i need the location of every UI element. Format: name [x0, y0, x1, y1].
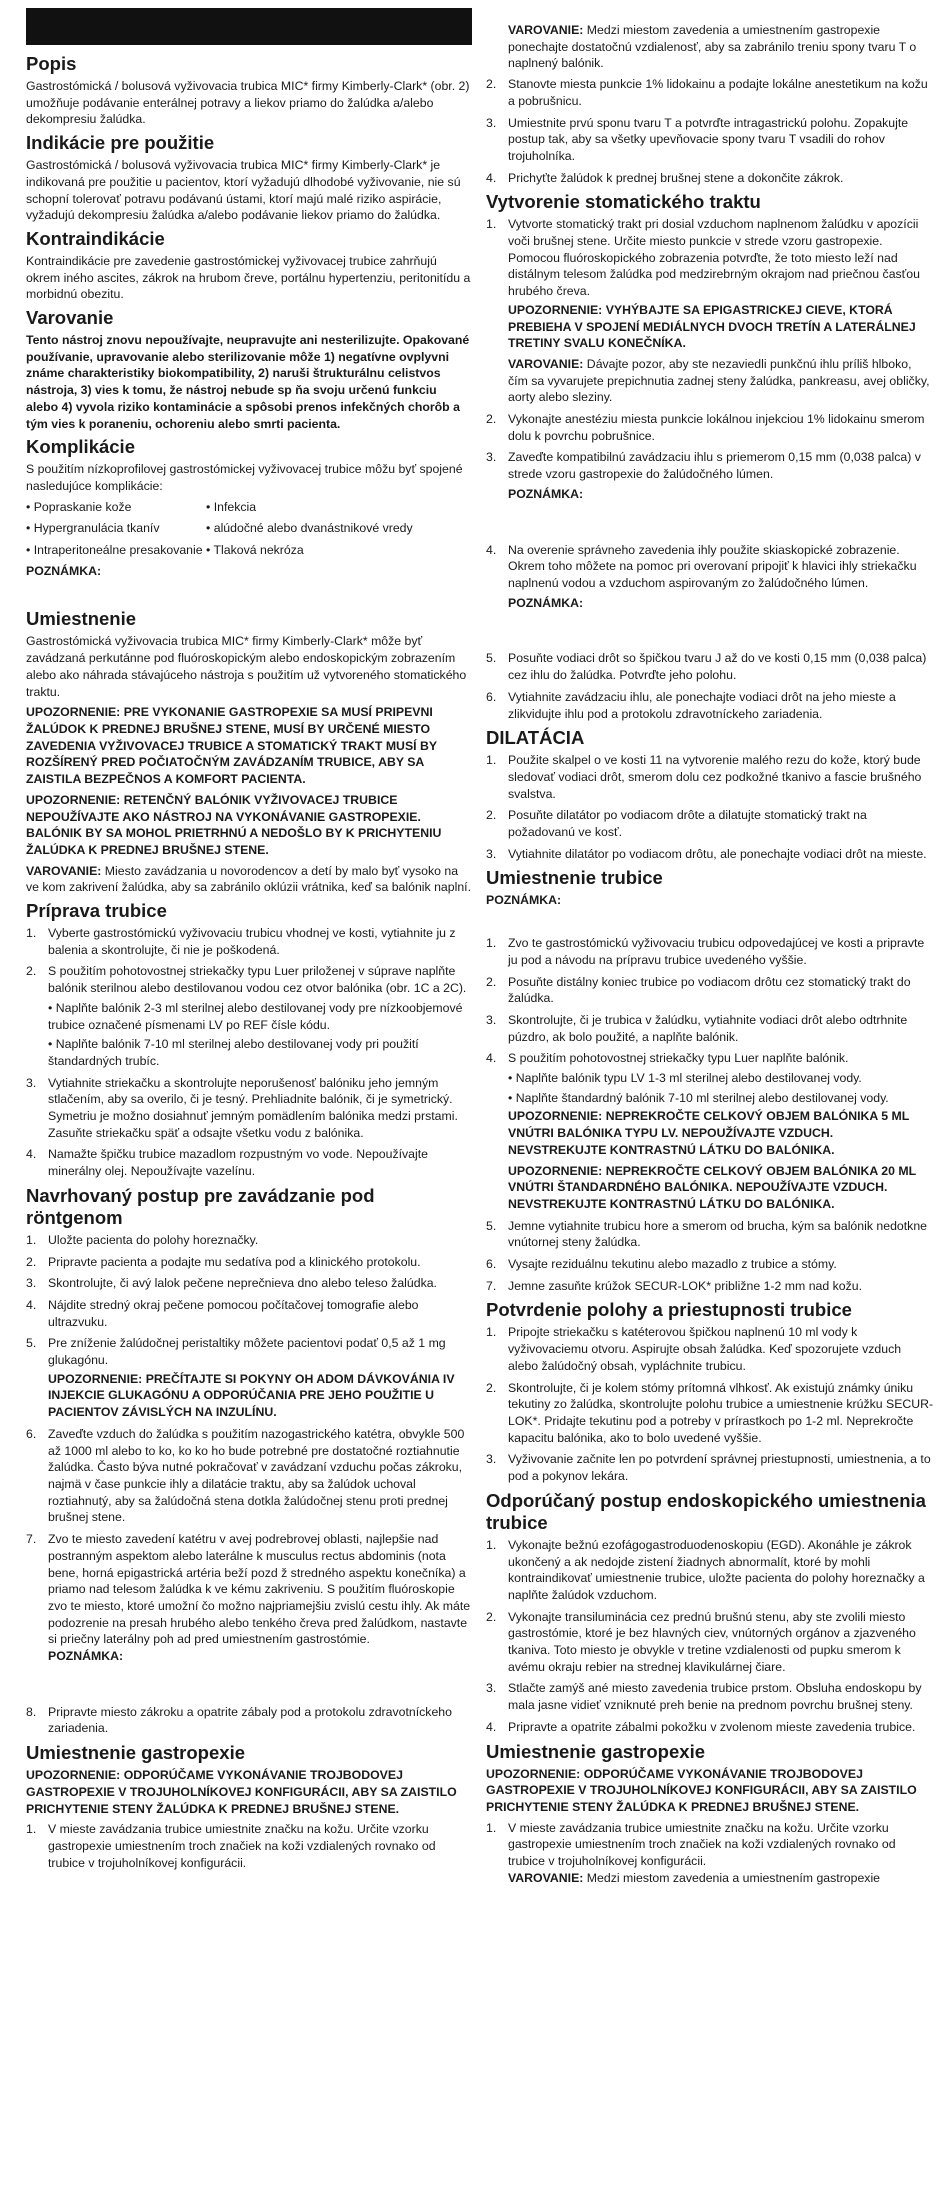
- step-text: Namažte špičku trubice mazadlom rozpustným vo vode. Nepoužívajte minerálny olej. Nepoužívajte vazelínu.: [48, 1147, 429, 1179]
- heading-kontraindikacie: Kontraindikácie: [26, 227, 165, 249]
- stoma-steps: [486, 216, 934, 722]
- step-text: Umiestnite prvú sponu tvaru T a potvrďte intragastrickú polohu. Zopakujte postup tak, aby sa všetky upevňovacie spony tvaru T vsadili do rohov trojuholníka.: [508, 115, 909, 163]
- step-item: [486, 974, 934, 1007]
- step-item: [486, 1012, 934, 1045]
- section-komplikacie: [26, 436, 472, 605]
- step-item: [486, 1820, 934, 1887]
- heading-gastropexie-2: Umiestnenie gastropexie: [486, 1740, 705, 1762]
- step-number: 1.: [486, 1820, 497, 1835]
- section-indikacie: [26, 132, 472, 224]
- note-label: POZNÁMKA:: [508, 595, 584, 610]
- step-number: 6.: [486, 689, 497, 704]
- step-number: 7.: [486, 1278, 497, 1293]
- step-text: Skontrolujte, či je trubica v žalúdku, vytiahnite vodiaci drôt alebo odtrhnite púzdro, ak bolo použité, a naplňte balónik.: [508, 1012, 908, 1044]
- step-text: Zvo te miesto zavedení katétru v avej podrebrovej oblasti, najlepšie nad postranným aspektom alebo laterálne k musculus rectus abdominis (nota bene, horná epigastrická artéria beží pozd ž stredného aspektu konečníka) a priamo nad telesom žalúdka k ve kému zakriveniu. S použitím fluóroskopie zvo te miesto, ktoré umožní čo možno najpriamejšiu zvislú cestu ihly. Ak máte podozrenie na presah hrubého alebo tenkého čreva pred žalúdkom, nastavte si priečny laterálny poh ad pred umiestnením gastrostómie.: [48, 1532, 471, 1647]
- warning-paragraph: [486, 22, 934, 72]
- caution-text: UPOZORNENIE: PREČÍTAJTE SI POKYNY OH ADOM DÁVKOVÁNIA IV INJEKCIE GLUKAGÓNU A ODPORÚČANIA PRE JEHO POUŽITIE U PACIENTOV ZÁVISLÝCH NA INZULÍNU.: [48, 1371, 455, 1420]
- warning-label: VAROVANIE:: [26, 863, 102, 878]
- step-item: [486, 1278, 934, 1295]
- section-endoskop: [486, 1490, 934, 1736]
- list-item: • Infekcia: [206, 499, 466, 516]
- caution-text: UPOZORNENIE: NEPREKROČTE CELKOVÝ OBJEM BALÓNIKA 5 ML VNÚTRI BALÓNIKA TYPU LV. NEPOUŽÍVAJTE VZDUCH. NEVSTREKUJTE KONTRASTNÚ LÁTKU DO BALÓNIKA.: [508, 1109, 910, 1157]
- warning-paragraph: [26, 863, 472, 896]
- step-item: [26, 1275, 472, 1292]
- step-text: Použite skalpel o ve kosti 11 na vytvorenie malého rezu do kože, ktorý bude sledovať vodiaci drôt, smerom dolu cez podkožné tkanivo a fascie brušného svalstva.: [508, 753, 922, 801]
- step-number: 2.: [486, 1380, 497, 1395]
- step-text: Vytiahnite zavádzaciu ihlu, ale ponechajte vodiaci drôt na jeho mieste a zlikvidujte ihlu pod a protokolu zdravotníckeho zariadenia.: [508, 689, 896, 721]
- step-text: Zaveďte vzduch do žalúdka s použitím nazogastrického katétra, obvykle 500 až 1000 ml alebo to ko, ko ko ho bude potrebné pre dostatočné roztiahnutie žalúdka. Často býva nutné pokračovať v zavádzaní vzduchu počas zákroku, najmä v čase punkcie ihly a dilatácie traktu, aby sa žalúdok uchoval roztiahnutý, aby sa žalúdočná stena dotkla žalúdočnej stenu proti prednej brušnej stene.: [48, 1426, 465, 1525]
- paragraph-umiestnenie: Gastrostómická vyživovacia trubica MIC* firmy Kimberly-Clark* môže byť zavádzaná perkutánne pod fluóroskopickým alebo endoskopickým zobrazením alebo ako náhrada stávajúceho nástroja s použitím už vytvoreného stomatického traktu.: [26, 634, 467, 699]
- step-item: [486, 1380, 934, 1447]
- step-number: 4.: [486, 1051, 497, 1066]
- step-number: 1.: [26, 1232, 37, 1247]
- list-item: • alúdočné alebo dvanástnikové vredy: [206, 520, 466, 537]
- step-item: [486, 76, 934, 109]
- step-number: 3.: [26, 1276, 37, 1291]
- step-number: 1.: [486, 217, 497, 232]
- list-item: • Popraskanie kože: [26, 499, 206, 516]
- section-gastropexie: [26, 1742, 472, 1871]
- step-text: Stanovte miesta punkcie 1% lidokainu a podajte lokálne anestetikum na kožu a pobrušnicu.: [508, 77, 928, 108]
- potvrdenie-steps: [486, 1324, 934, 1484]
- heading-gastropexie: Umiestnenie gastropexie: [26, 1742, 245, 1764]
- step-item: [26, 1297, 472, 1330]
- step-item: [26, 1075, 472, 1142]
- warning-text: Dávajte pozor, aby ste nezaviedli punkčnú ihlu príliš hlboko, čím sa vyvarujete prepichnutia zadnej steny žalúdka, pankreasu, avej obličky, aorty alebo sleziny.: [508, 356, 930, 405]
- step-text: Jemne zasuňte krúžok SECUR-LOK* približne 1-2 mm nad kožu.: [508, 1278, 863, 1293]
- section-stoma: [486, 191, 934, 722]
- section-kontraindikacie: [26, 228, 472, 303]
- step-text: V mieste zavádzania trubice umiestnite značku na kožu. Určite vzorku gastropexie umiestnením troch značiek na koži vzdialených rovnako od trubice v trojuholníkovej konfigurácii.: [48, 1822, 436, 1870]
- step-text: S použitím pohotovostnej striekačky typu Luer naplňte balónik.: [508, 1051, 849, 1066]
- gastropexie-steps-cont: [486, 76, 934, 186]
- step-text: Pripojte striekačku s katéterovou špičkou naplnenú 10 ml vody k vyživovaciemu otvoru. Aspirujte obsah žalúdka. Keď spozorujete vzduch alebo žalúdočný obsah, vypláchnite trubicu.: [508, 1325, 902, 1373]
- step-item: [486, 115, 934, 165]
- step-number: 2.: [486, 1609, 497, 1624]
- heading-potvrdenie: Potvrdenie polohy a priestupnosti trubice: [486, 1299, 852, 1321]
- section-potvrdenie: [486, 1299, 934, 1484]
- heading-dilatacia: DILATÁCIA: [486, 727, 585, 749]
- step-subitem: • Naplňte balónik 7-10 ml sterilnej alebo destilovanej vody pri použití štandardných trubíc.: [48, 1037, 419, 1068]
- step-text: Pripravte miesto zákroku a opatrite zábaly pod a protokolu zdravotníckeho zariadenia.: [48, 1704, 452, 1736]
- section-varovanie: [26, 307, 472, 432]
- step-text: Uložte pacienta do polohy horeznačky.: [48, 1232, 259, 1247]
- step-number: 3.: [486, 846, 497, 861]
- step-item: [26, 1531, 472, 1699]
- section-dilatacia: [486, 727, 934, 862]
- step-item: [26, 1146, 472, 1179]
- heading-navrhovany: Navrhovaný postup pre zavádzanie pod röntgenom: [26, 1184, 375, 1228]
- step-item: [26, 1821, 472, 1871]
- step-number: 2.: [486, 808, 497, 823]
- step-number: 2.: [486, 974, 497, 989]
- step-text: Posuňte dilatátor po vodiacom drôte a dilatujte stomatický trakt na požadovanú ve kosť.: [508, 808, 867, 840]
- step-text: Pripravte pacienta a podajte mu sedatíva pod a klinického protokolu.: [48, 1254, 421, 1269]
- step-text: Stlačte zamýš ané miesto zavedenia trubice prstom. Obsluha endoskopu by mala jasne vidieť vzniknuté preh benie na prednom povrchu brušnej steny.: [508, 1681, 922, 1713]
- step-number: 3.: [486, 1452, 497, 1467]
- step-item: [486, 1324, 934, 1374]
- complication-list: [26, 499, 472, 559]
- step-number: 1.: [486, 1325, 497, 1340]
- paragraph-varovanie: Tento nástroj znovu nepoužívajte, neupravujte ani nesterilizujte. Opakované používanie, upravovanie alebo sterilizovanie môže 1) negatívne ovplyvni známe charakteristiky biokompatibility, 2) naruši štrukturálnu celistvos nástroja, 3) vies k tomu, že nástroj nebude sp ňa svoju určenú funkciu alebo 4) vyvola riziko kontaminácie a spôsobi prenos infekčných chorôb a tým vies k poraneniu, ochoreniu alebo smrti pacienta.: [26, 333, 470, 431]
- step-number: 1.: [26, 1822, 37, 1837]
- step-item: [26, 925, 472, 958]
- step-number: 2.: [26, 1254, 37, 1269]
- step-item: [26, 1335, 472, 1421]
- step-text: Pripravte a opatrite zábalmi pokožku v zvolenom mieste zavedenia trubice.: [508, 1719, 916, 1734]
- step-item: [486, 752, 934, 802]
- step-item: [486, 935, 934, 968]
- warning-label: VAROVANIE:: [508, 356, 584, 371]
- step-item: [486, 542, 934, 646]
- step-item: [486, 689, 934, 722]
- heading-indikacie: Indikácie pre použitie: [26, 132, 215, 154]
- step-number: 2.: [26, 964, 37, 979]
- caution-text: UPOZORNENIE: ODPORÚČAME VYKONÁVANIE TROJBODOVEJ GASTROPEXIE V TROJUHOLNÍKOVEJ KONFIGURÁCII, ABY SA ZAISTILO PRICHYTENIE STENY ŽALÚDKA K PREDNEJ BRUŠNEJ STENE.: [26, 1768, 457, 1816]
- step-number: 1.: [486, 753, 497, 768]
- step-number: 7.: [26, 1532, 37, 1547]
- step-number: 4.: [26, 1297, 37, 1312]
- right-column: [486, 22, 934, 1891]
- heading-popis: Popis: [26, 53, 77, 74]
- step-text: Vyberte gastrostómickú vyživovaciu trubicu vhodnej ve kosti, vytiahnite ju z balenia a skontrolujte, či nie je poškodená.: [48, 926, 456, 957]
- note-label: POZNÁMKA:: [48, 1649, 124, 1664]
- step-number: 1.: [486, 1537, 497, 1552]
- step-number: 8.: [26, 1704, 37, 1719]
- paragraph-kontraindikacie: Kontraindikácie pre zavedenie gastrostómickej vyživovacej trubice zahrňujú okrem iného ascites, zákrok na hrubom čreve, portálnu hypertenziu, peritonitídu a morbidnú obezitu.: [26, 253, 471, 302]
- step-text: Vykonajte bežnú ezofágogastroduodenoskopiu (EGD). Akonáhle je zákrok ukončený a ak nedojde zistení žiadnych abnormalít, ktoré by mohli kontraindikovať umiestnenie trubice, uložte pacienta do polohy horeznačky a naplňte žalúdok vzduchom.: [508, 1537, 925, 1602]
- caution-text: UPOZORNENIE: RETENČNÝ BALÓNIK VYŽIVOVACEJ TRUBICE NEPOUŽÍVAJTE AKO NÁSTROJ NA VYKONÁVANIE GASTROPEXIE. BALÓNIK BY SA MOHOL PRIETRHNÚ A NEDOŠLO BY K PRICHYTENIU ŽALÚDKA K PREDNEJ BRUŠNEJ STENE.: [26, 792, 442, 857]
- warning-text: Medzi miestom zavedenia a umiestnením gastropexie: [583, 1870, 881, 1885]
- step-text: Skontrolujte, či je kolem stómy prítomná vlhkosť. Ak existujú známky úniku tekutiny zo žalúdka, skontrolujte polohu trubice a umiestnenie krúžku SECUR-LOK*. Pridajte tekutinu pod a potreby v prírastkoch po 1-2 ml. Neprekročte kapacitu balónika, ako to bolo uvedené vyššie.: [508, 1380, 934, 1445]
- paragraph-indikacie: Gastrostómická / bolusová vyživovacia trubica MIC* firmy Kimberly-Clark* je indikovaná pre použitie u pacientov, ktorí vyžadujú dlhodobé vyživovanie, nie sú schopní tolerovať potravu podávanú ústami, ktorí majú malé riziko aspirácie, vyžadujú dekompresiu žalúdka a/alebo podávanie liekov priamo do žalúdka.: [26, 158, 461, 223]
- step-item: [486, 1256, 934, 1273]
- step-item: [486, 1050, 934, 1212]
- note-label: POZNÁMKA:: [486, 893, 562, 908]
- paragraph-komplikacie: S použitím nízkoprofilovej gastrostómickej vyživovacej trubice môžu byť spojené nasledujúce komplikácie:: [26, 462, 463, 493]
- step-item: [486, 216, 934, 406]
- step-text: Posuňte distálny koniec trubice po vodiacom drôtu cez stomatický trakt do žalúdka.: [508, 974, 911, 1006]
- step-number: 2.: [486, 412, 497, 427]
- step-item: [486, 1680, 934, 1713]
- step-item: [26, 1704, 472, 1737]
- step-text: Vykonajte anestéziu miesta punkcie lokálnou injekciou 1% lidokainu smerom dolu k povrchu pobrušnice.: [508, 412, 925, 443]
- step-subitem: • Naplňte balónik typu LV 1-3 ml sterilnej alebo destilovanej vody.: [508, 1071, 862, 1086]
- warning-label: VAROVANIE:: [508, 23, 584, 37]
- step-number: 1.: [26, 926, 37, 941]
- warning-text: Miesto zavádzania u novorodencov a detí by malo byť vysoko na ve kom zakrivení žalúdka, aby sa zabránilo oklúzii vrátnika, keď sa balónik naplní.: [26, 863, 472, 895]
- step-item: [26, 963, 472, 1069]
- step-item: [486, 449, 934, 536]
- warning-label: VAROVANIE:: [508, 1870, 584, 1885]
- warning-text: Medzi miestom zavedenia a umiestnením gastropexie ponechajte dostatočnú vzdialenosť, aby sa zabránilo treniu spony tvaru T o naplnený balónik.: [508, 23, 917, 71]
- step-text: Nájdite stredný okraj pečene pomocou počítačovej tomografie alebo ultrazvuku.: [48, 1297, 419, 1329]
- step-item: [486, 1451, 934, 1484]
- endoskop-steps: [486, 1537, 934, 1736]
- step-item: [486, 411, 934, 444]
- step-item: [26, 1426, 472, 1526]
- step-item: [486, 807, 934, 840]
- warning-paragraph: [508, 356, 934, 406]
- step-item: [486, 1719, 934, 1736]
- step-number: 5.: [26, 1336, 37, 1351]
- list-item: • Intraperitoneálne presakovanie: [26, 542, 206, 559]
- gastropexie-steps: [26, 1821, 472, 1871]
- step-item: [486, 1537, 934, 1604]
- step-number: 3.: [486, 1012, 497, 1027]
- step-number: 6.: [26, 1426, 37, 1441]
- step-item: [26, 1232, 472, 1249]
- step-number: 3.: [486, 450, 497, 465]
- step-item: [486, 170, 934, 187]
- step-number: 4.: [26, 1147, 37, 1162]
- step-number: 4.: [486, 1719, 497, 1734]
- section-popis: [26, 53, 472, 128]
- heading-umiestnenie-trubice: Umiestnenie trubice: [486, 867, 663, 889]
- step-number: 3.: [486, 115, 497, 130]
- list-item: • Hypergranulácia tkanív: [26, 520, 206, 537]
- gastropexie-2-steps: [486, 1820, 934, 1887]
- step-text: Vysajte reziduálnu tekutinu alebo mazadlo z trubice a stómy.: [508, 1257, 837, 1272]
- step-text: Zaveďte kompatibilnú zavádzaciu ihlu s priemerom 0,15 mm (0,038 palca) v strede vzoru gastropexie do žalúdočného lúmen.: [508, 450, 921, 482]
- step-subitem: • Naplňte balónik 2-3 ml sterilnej alebo destilovanej vody pre nízkoobjemové trubice označené písmenami LV po REF čísle kódu.: [48, 1000, 463, 1032]
- step-number: 4.: [486, 542, 497, 557]
- caution-text: UPOZORNENIE: VYHÝBAJTE SA EPIGASTRICKEJ CIEVE, KTORÁ PREBIEHA V SPOJENÍ MEDIÁLNYCH DVOCH TRETÍN A LATERÁLNEJ TRETINY SVALU KONEČNÍKA.: [508, 302, 916, 351]
- warning-paragraph: [508, 1870, 934, 1887]
- priprava-steps: [26, 925, 472, 1180]
- step-item: [486, 1609, 934, 1676]
- step-text: Pre zníženie žalúdočnej peristaltiky môžete pacientovi podať 0,5 až 1 mg glukagónu.: [48, 1336, 446, 1368]
- left-column: [26, 50, 472, 1876]
- step-text: Posuňte vodiaci drôt so špičkou tvaru J až do ve kosti 0,15 mm (0,038 palca) cez ihlu do žalúdka. Potvrďte jeho polohu.: [508, 651, 927, 683]
- heading-endoskop: Odporúčaný postup endoskopického umiestnenia trubice: [486, 1489, 926, 1533]
- caution-text: UPOZORNENIE: NEPREKROČTE CELKOVÝ OBJEM BALÓNIKA 20 ML VNÚTRI ŠTANDARDNÉHO BALÓNIKA. NEPOUŽÍVAJTE VZDUCH. NEVSTREKUJTE KONTRASTNÚ LÁTKU DO BALÓNIKA.: [508, 1163, 916, 1211]
- step-number: 3.: [26, 1075, 37, 1090]
- step-text: V mieste zavádzania trubice umiestnite značku na kožu. Určite vzorku gastropexie umiestnením troch značiek na koži vzdialených rovnako od trubice v trojuholníkovej konfigurácii.: [508, 1820, 896, 1869]
- step-text: S použitím pohotovostnej striekačky typu Luer priloženej v súprave naplňte balónik sterilnou alebo destilovanou vodou cez otvor balónika (obr. 1C a 2C).: [48, 964, 467, 996]
- step-text: Vytiahnite striekačku a skontrolujte neporušenosť balóniku jeho jemným stlačením, aby sa overilo, či je tesný. Prehliadnite balónik, či je symetrický. Symetriu je možno dosiahnuť jemným pomädlením balónika medzi prstami. Zasuňte striekačku späť a odsajte všetku vodu z balónika.: [48, 1075, 458, 1140]
- heading-komplikacie: Komplikácie: [26, 436, 135, 458]
- section-gastropexie-cont: [486, 22, 934, 186]
- step-item: [486, 1218, 934, 1251]
- section-gastropexie-2: [486, 1741, 934, 1887]
- step-text: Vykonajte transiluminácia cez prednú brušnú stenu, aby ste zvolili miesto gastrostómie, ktoré je bez hlavných ciev, vnútorných orgánov a zjazveného tkaniva. Toto miesto je obvykle v tretine vzdialenosti od pupku smerom k avému okraju rebier na strednej klavikulárnej čiare.: [508, 1609, 916, 1674]
- section-umiestnenie: [26, 608, 472, 896]
- heading-priprava: Príprava trubice: [26, 900, 167, 922]
- caution-text: UPOZORNENIE: PRE VYKONANIE GASTROPEXIE SA MUSÍ PRIPEVNI ŽALÚDOK K PREDNEJ BRUŠNEJ STENE, MUSÍ BY URČENÉ MIESTO ZAVEDENIA VYŽIVOVACEJ TRUBICE A STOMATICKÝ TRAKT MUSÍ BY ROZŠÍRENÝ PRED POČIATOČNÝM ZAVÁDZANÍM TRUBICE, ABY SA ZAISTILA BEZPEČNOS A KOMFORT PACIENTA.: [26, 705, 437, 787]
- step-number: 2.: [486, 77, 497, 92]
- step-number: 6.: [486, 1257, 497, 1272]
- step-text: Na overenie správneho zavedenia ihly použite skiaskopické zobrazenie. Okrem toho môžete na pomoc pri overovaní pripojiť k hlavici ihly striekačku naplnenú vodou a vzduchom aspirovaným zo žalúdočného lúmen.: [508, 542, 917, 590]
- step-number: 4.: [486, 170, 497, 185]
- heading-stoma: Vytvorenie stomatického traktu: [486, 191, 761, 213]
- step-item: [486, 846, 934, 863]
- note-label: POZNÁMKA:: [508, 486, 584, 501]
- step-text: Vyživovanie začnite len po potvrdení správnej priestupnosti, umiestnenia, a to pod a pokynov lekára.: [508, 1452, 931, 1484]
- step-number: 5.: [486, 651, 497, 666]
- step-subitem: • Naplňte štandardný balónik 7-10 ml sterilnej alebo destilovanej vody.: [508, 1090, 889, 1105]
- caution-text: UPOZORNENIE: ODPORÚČAME VYKONÁVANIE TROJBODOVEJ GASTROPEXIE V TROJUHOLNÍKOVEJ KONFIGURÁCII, ABY SA ZAISTILO PRICHYTENIE STENY ŽALÚDKA K PREDNEJ BRUŠNEJ STENE.: [486, 1766, 917, 1814]
- section-umiestnenie-trubice: [486, 867, 934, 1294]
- section-priprava: [26, 900, 472, 1180]
- heading-umiestnenie: Umiestnenie: [26, 608, 137, 630]
- header-bar: [26, 8, 472, 45]
- list-item: • Tlaková nekróza: [206, 542, 466, 559]
- step-number: 3.: [486, 1681, 497, 1696]
- heading-varovanie: Varovanie: [26, 307, 114, 329]
- paragraph-popis: Gastrostómická / bolusová vyživovacia trubica MIC* firmy Kimberly-Clark* (obr. 2) umožňuje podávanie enterálnej potravy a liekov priamo do žalúdka a/alebo dekompresiu žalúdka.: [26, 79, 470, 127]
- step-text: Zvo te gastrostómickú vyživovaciu trubicu odpovedajúcej ve kosti a pripravte ju pod a návodu na prípravu trubice uvedeného vyššie.: [508, 936, 925, 967]
- step-number: 5.: [486, 1218, 497, 1233]
- step-number: 1.: [486, 936, 497, 951]
- umiestnenie-trubice-steps: [486, 935, 934, 1294]
- navrhovany-steps: [26, 1232, 472, 1737]
- step-text: Jemne vytiahnite trubicu hore a smerom od brucha, kým sa balónik nedotkne vnútornej steny žalúdka.: [508, 1218, 927, 1250]
- step-text: Vytiahnite dilatátor po vodiacom drôtu, ale ponechajte vodiaci drôt na mieste.: [508, 846, 927, 861]
- step-text: Skontrolujte, či avý lalok pečene neprečnieva dno alebo teleso žalúdka.: [48, 1276, 437, 1291]
- dilatacia-steps: [486, 752, 934, 862]
- step-item: [486, 650, 934, 683]
- step-text: Vytvorte stomatický trakt pri dosial vzduchom naplnenom žalúdku v apozícii voči brušnej stene. Určite miesto punkcie v strede vzoru gastropexie. Pomocou fluóroskopického zobrazenia potvrďte, že toto miesto leží nad distálnym telesom žalúdka pod medzirebrným okrajom nad priečnou časťou hrubého čreva.: [508, 217, 920, 299]
- step-text: Prichyťte žalúdok k prednej brušnej stene a dokončite zákrok.: [508, 170, 844, 185]
- note-label: POZNÁMKA:: [26, 563, 102, 578]
- step-item: [26, 1254, 472, 1271]
- section-navrhovany: [26, 1185, 472, 1737]
